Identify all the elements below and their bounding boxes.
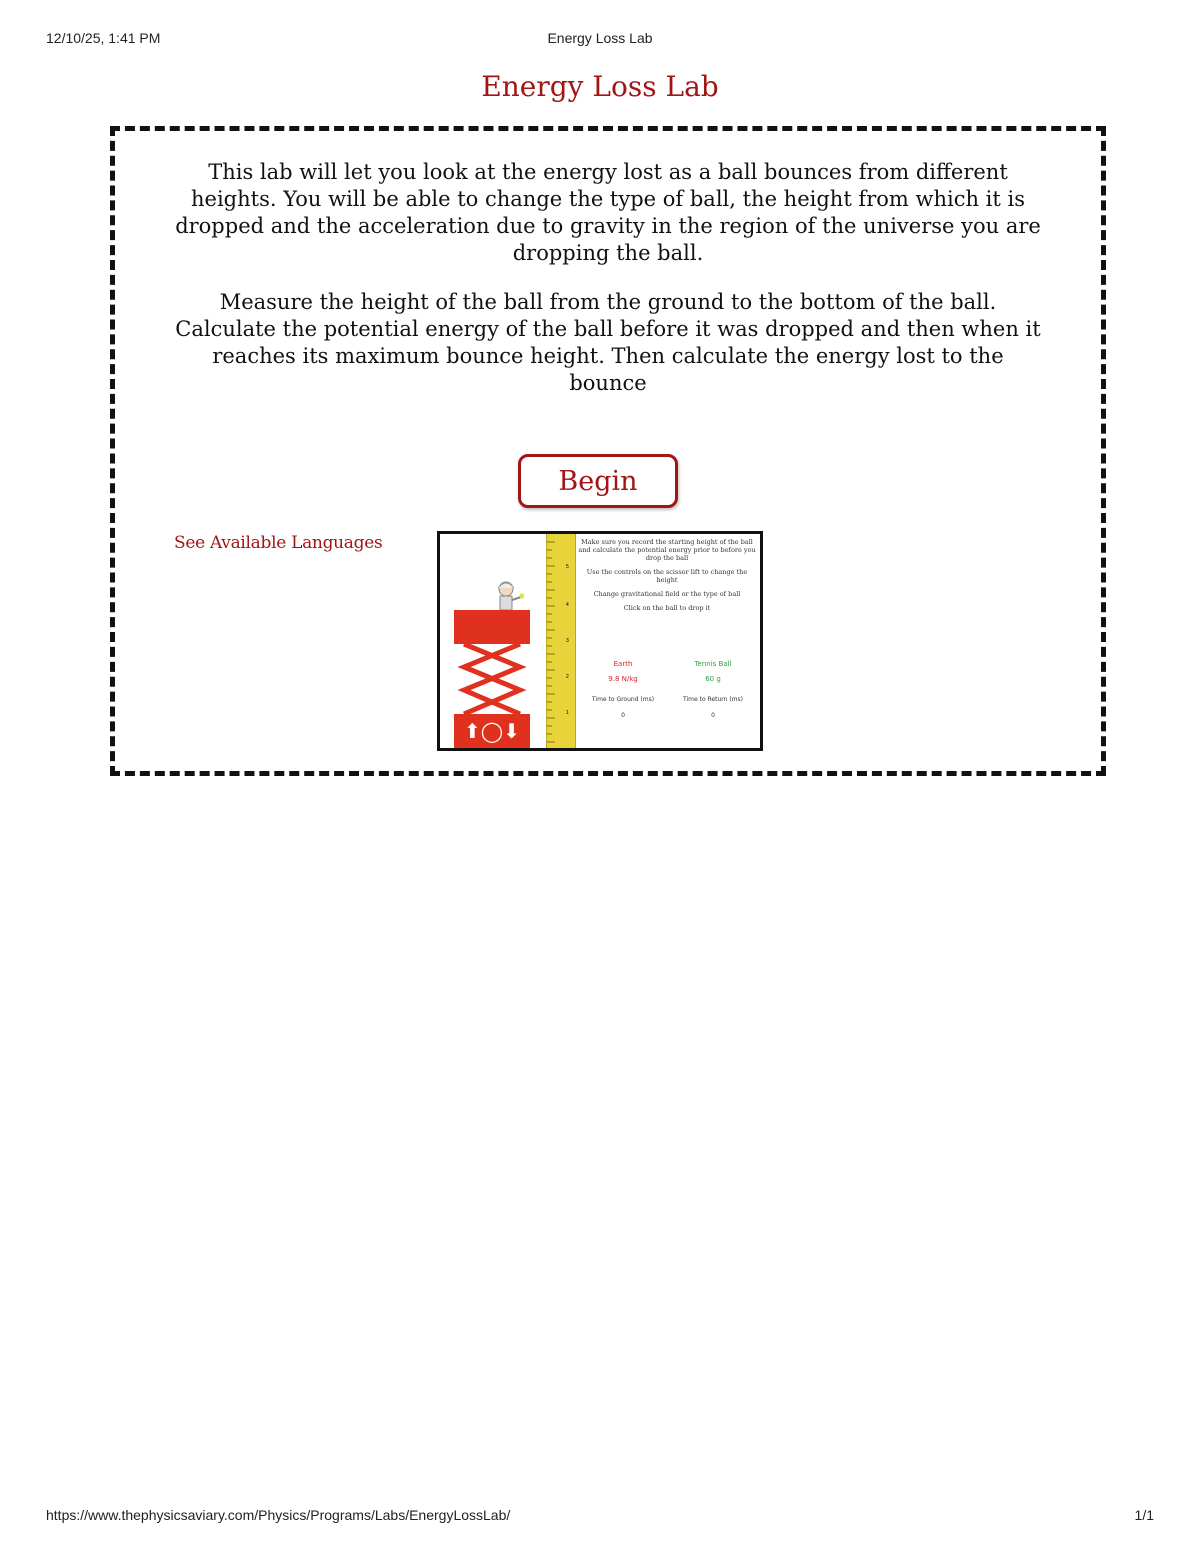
time-to-return-label: Time to Return (ms) xyxy=(683,696,743,703)
ruler-label-1: 1 xyxy=(566,710,569,716)
ruler-label-4: 4 xyxy=(566,602,569,608)
lab-frame xyxy=(110,126,1106,776)
intro-text xyxy=(175,159,1041,419)
ball-mass-value: 60 g xyxy=(705,675,721,683)
scissor-lift-icon xyxy=(454,644,530,714)
intro-paragraph-1: This lab will let you look at the energy lost as a ball bounces from different heights. You will be able to change the type of ball, the height from which it is dropped and the acceleration due to gravity in the region of the universe you are dropping the ball. xyxy=(175,160,1041,265)
preview-instruction: Change gravitational field or the type of ball xyxy=(593,590,741,598)
preview-instruction: Make sure you record the starting height of the ball and calculate the potential energy prior to before you drop the ball xyxy=(578,538,756,562)
ball-type-name: Tennis Ball xyxy=(694,660,732,668)
print-header xyxy=(46,30,1154,50)
gravity-field-value: 9.8 N/kg xyxy=(608,675,638,683)
scissor-lift-platform xyxy=(454,610,530,644)
ruler-label-5: 5 xyxy=(566,564,569,570)
preview-instructions xyxy=(578,538,756,618)
available-languages-link[interactable]: See Available Languages xyxy=(174,533,383,553)
time-to-ground-label: Time to Ground (ms) xyxy=(591,696,655,703)
print-page-count: 1/1 xyxy=(1134,1507,1154,1523)
preview-instruction: Click on the ball to drop it xyxy=(623,604,711,612)
begin-button[interactable]: Begin xyxy=(518,454,678,508)
lab-preview-image xyxy=(437,531,763,751)
intro-paragraph-2: Measure the height of the ball from the ground to the bottom of the ball. Calculate the potential energy of the ball before it was dropped and then when it reaches its maximum bounce height. Then calculate the energy lost to the bounce xyxy=(175,290,1041,395)
print-doc-title: Energy Loss Lab xyxy=(547,30,653,46)
page-title: Energy Loss Lab xyxy=(481,70,719,103)
print-url: https://www.thephysicsaviary.com/Physics/Programs/Labs/EnergyLossLab/ xyxy=(46,1507,511,1523)
lift-controls-icon: ⬆◯⬇ xyxy=(464,719,520,743)
print-footer xyxy=(46,1507,1154,1527)
height-ruler xyxy=(546,534,576,748)
time-to-return-value: 0 xyxy=(711,712,715,719)
print-date: 12/10/25, 1:41 PM xyxy=(46,30,161,46)
scientist-icon xyxy=(492,578,524,610)
ruler-label-3: 3 xyxy=(566,638,569,644)
time-to-ground-value: 0 xyxy=(621,712,625,719)
gravity-field-name: Earth xyxy=(613,660,633,668)
ruler-label-2: 2 xyxy=(566,674,569,680)
preview-instruction: Use the controls on the scissor lift to change the height xyxy=(586,568,748,584)
